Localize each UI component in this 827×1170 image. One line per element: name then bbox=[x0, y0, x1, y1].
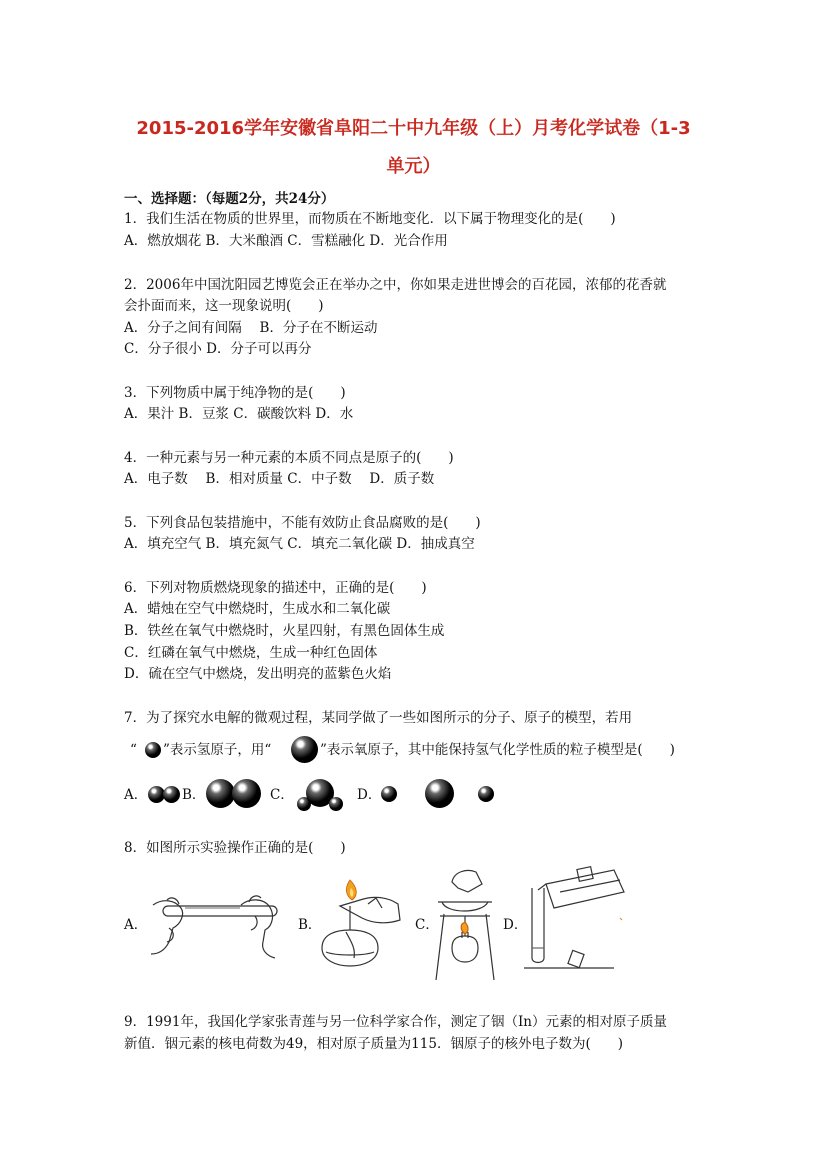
o2-molecule-atom-2 bbox=[232, 779, 261, 808]
single-h-atom-1 bbox=[381, 786, 397, 802]
q7-stem-line1: 7．为了探究水电解的微观过程，某同学做了一些如图所示的分子、原子的模型，若用 bbox=[124, 710, 633, 726]
o2-molecule-atom-1 bbox=[206, 779, 235, 808]
q8-stem: 8．如图所示实验操作正确的是( ) bbox=[124, 840, 346, 856]
q8-option-b-label: B． bbox=[298, 917, 322, 933]
q7-option-a-label: A． bbox=[124, 787, 148, 803]
q6-stem: 6．下列对物质燃烧现象的描述中，正确的是( ) bbox=[124, 580, 427, 596]
pouring-liquid-image bbox=[524, 864, 632, 976]
q2-stem-line1: 2．2006年中国沈阳园艺博览会正在举办之中，你如果走进世博会的百花园，浓郁的花香就 bbox=[124, 277, 667, 293]
evaporating-dish-heating-image bbox=[432, 866, 498, 984]
q7-option-d-label: D． bbox=[357, 787, 382, 803]
alcohol-lamp-lighting-image bbox=[316, 878, 408, 970]
q2-options-line2: C．分子很小 D．分子可以再分 bbox=[124, 341, 312, 357]
single-h-atom-2 bbox=[478, 786, 494, 802]
q8-option-c-label: C． bbox=[415, 917, 439, 933]
oxygen-atom-icon bbox=[291, 736, 318, 763]
q7-stem-line2b: ”表示氧原子，其中能保持氢气化学性质的粒子模型是( ) bbox=[320, 742, 675, 758]
q5-stem: 5．下列食品包装措施中，不能有效防止食品腐败的是( ) bbox=[124, 515, 481, 531]
q9-stem-line1: 9．1991年，我国化学家张青莲与另一位科学家合作，测定了铟（In）元素的相对原子质量 bbox=[124, 1014, 667, 1030]
hands-holding-test-tube-image bbox=[145, 880, 285, 960]
q6-option-b: B．铁丝在氧气中燃烧时，火星四射，有黑色固体生成 bbox=[124, 623, 445, 639]
q8-option-a-label: A． bbox=[124, 917, 148, 933]
q3-options: A．果汁 B．豆浆 C．碳酸饮料 D．水 bbox=[124, 406, 354, 422]
exam-title-line1: 2015-2016学年安徽省阜阳二十中九年级（上）月考化学试卷（1-3 bbox=[136, 118, 691, 139]
q4-options: A．电子数 B．相对质量 C．中子数 D．质子数 bbox=[124, 471, 435, 487]
h2-molecule-atom-2 bbox=[163, 786, 180, 803]
section-heading: 一、选择题：（每题2分，共24分） bbox=[124, 191, 335, 207]
water-molecule-hydrogen-2 bbox=[329, 797, 343, 811]
q4-stem: 4．一种元素与另一种元素的本质不同点是原子的( ) bbox=[124, 450, 454, 466]
q8-option-d-label: D． bbox=[503, 917, 528, 933]
q7-option-b-label: B． bbox=[182, 787, 206, 803]
q5-options: A．填充空气 B．填充氮气 C．填充二氧化碳 D．抽成真空 bbox=[124, 536, 475, 552]
q6-option-d: D．硫在空气中燃烧，发出明亮的蓝紫色火焰 bbox=[124, 666, 392, 682]
hydrogen-atom-icon bbox=[145, 742, 161, 758]
q2-stem-line2: 会扑面而来，这一现象说明( ) bbox=[124, 298, 324, 314]
q7-option-c-label: C． bbox=[270, 787, 294, 803]
exam-title-line2: 单元） bbox=[386, 156, 441, 177]
q1-stem: 1．我们生活在物质的世界里，而物质在不断地变化．以下属于物理变化的是( ) bbox=[124, 211, 616, 227]
q9-stem-line2: 新值．铟元素的核电荷数为49，相对原子质量为115．铟原子的核外电子数为( ) bbox=[124, 1036, 623, 1052]
q2-options-line1: A．分子之间有间隔 B．分子在不断运动 bbox=[124, 320, 378, 336]
q1-options: A．燃放烟花 B．大米酿酒 C．雪糕融化 D．光合作用 bbox=[124, 233, 448, 249]
q6-option-c: C．红磷在氧气中燃烧，生成一种红色固体 bbox=[124, 645, 378, 661]
q7-stem-line2a: ”表示氢原子，用“ bbox=[163, 742, 272, 758]
q7-quote-open: “ bbox=[130, 742, 137, 758]
q6-option-a: A．蜡烛在空气中燃烧时，生成水和二氧化碳 bbox=[124, 601, 391, 617]
q3-stem: 3．下列物质中属于纯净物的是( ) bbox=[124, 385, 346, 401]
single-o-atom bbox=[425, 779, 454, 808]
